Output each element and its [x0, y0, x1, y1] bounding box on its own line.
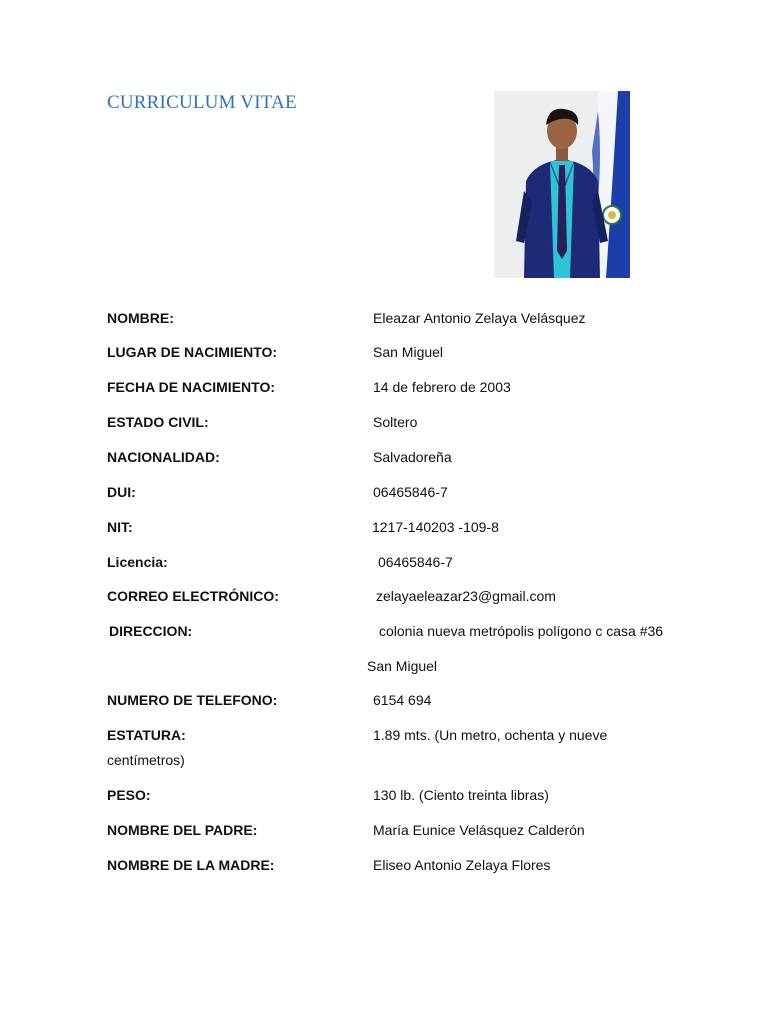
value-telefono: 6154 694 [373, 692, 432, 708]
value-nombre: Eleazar Antonio Zelaya Velásquez [373, 310, 586, 326]
label-nombre-madre: NOMBRE DE LA MADRE: [107, 857, 275, 873]
label-peso: PESO: [107, 787, 151, 803]
value-estado-civil: Soltero [373, 414, 418, 430]
label-nit: NIT: [107, 519, 133, 535]
label-estado-civil: ESTADO CIVIL: [107, 414, 209, 430]
profile-photo [494, 91, 630, 278]
value-estatura-line2: centímetros) [107, 752, 185, 768]
value-lugar-nacimiento: San Miguel [373, 344, 444, 360]
value-dui: 06465846-7 [373, 484, 448, 500]
value-correo: zelayaeleazar23@gmail.com [376, 588, 556, 604]
value-nacionalidad: Salvadoreña [373, 449, 452, 465]
label-nacionalidad: NACIONALIDAD: [107, 449, 220, 465]
value-peso: 130 lb. (Ciento treinta libras) [373, 787, 549, 803]
value-direccion: colonia nueva metrópolis polígono c casa #36 [379, 623, 664, 639]
label-direccion: DIRECCION: [109, 623, 193, 639]
document-title: CURRICULUM VITAE [107, 92, 297, 113]
value-nombre-padre: María Eunice Velásquez Calderón [373, 822, 585, 838]
value-nombre-madre: Eliseo Antonio Zelaya Flores [373, 857, 551, 873]
label-nombre: NOMBRE: [107, 310, 174, 326]
value-direccion-line2: San Miguel [367, 658, 438, 674]
value-nit: 1217-140203 -109-8 [372, 519, 499, 535]
label-correo: CORREO ELECTRÓNICO: [107, 588, 279, 604]
label-licencia: Licencia: [107, 554, 168, 570]
label-dui: DUI: [107, 484, 136, 500]
value-licencia: 06465846-7 [378, 554, 453, 570]
label-fecha-nacimiento: FECHA DE NACIMIENTO: [107, 379, 275, 395]
label-estatura: ESTATURA: [107, 727, 186, 743]
label-telefono: NUMERO DE TELEFONO: [107, 692, 278, 708]
label-lugar-nacimiento: LUGAR DE NACIMIENTO: [107, 344, 278, 360]
label-nombre-padre: NOMBRE DEL PADRE: [107, 822, 258, 838]
value-fecha-nacimiento: 14 de febrero de 2003 [373, 379, 511, 395]
value-estatura: 1.89 mts. (Un metro, ochenta y nueve [373, 727, 608, 743]
